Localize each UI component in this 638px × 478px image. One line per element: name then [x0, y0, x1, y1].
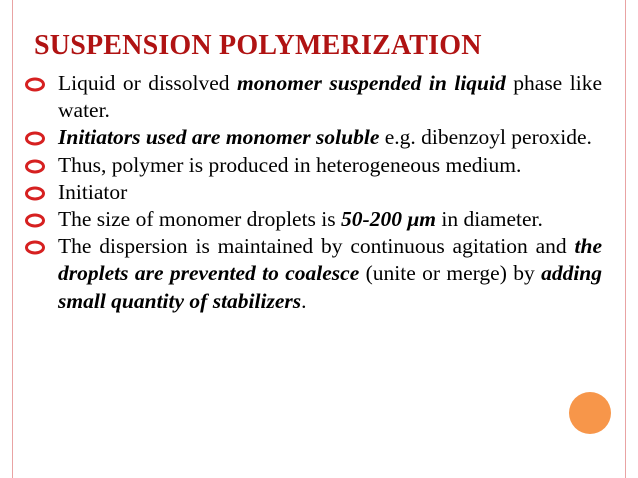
bullet-text: (unite or merge) by [359, 261, 542, 286]
bullet-text: Liquid or dissolved [58, 71, 238, 95]
bullet-item [24, 152, 602, 179]
bullet-item [24, 206, 602, 233]
bullet-text: . [301, 288, 307, 313]
left-frame-line [12, 0, 13, 478]
bullet-item [24, 70, 602, 124]
hollow-circle-bullet-icon [24, 77, 46, 92]
hollow-circle-bullet-icon [24, 131, 46, 146]
bullet-text: The dispersion is maintained by continuous agitation and [58, 234, 575, 259]
bullet-item [24, 179, 602, 206]
bullet-item [24, 233, 602, 315]
emphasized-text: the droplets are prevented to coalesce [58, 234, 602, 286]
bullet-item [24, 124, 602, 151]
bullet-text: phase like water. [58, 71, 602, 123]
bullet-text: Initiator [58, 179, 128, 204]
emphasized-text: adding small quantity of stabilizers [58, 261, 602, 313]
right-frame-line [625, 0, 626, 478]
bullet-text: e.g. dibenzoyl peroxide. [379, 125, 592, 150]
slide-title: SUSPENSION POLYMERIZATION [34, 30, 482, 61]
bullet-text: The size of monomer droplets is [58, 207, 342, 232]
hollow-circle-bullet-icon [24, 240, 46, 255]
emphasized-text: monomer suspended in liquid [237, 71, 506, 95]
orange-circle-decoration [569, 392, 611, 434]
hollow-circle-bullet-icon [24, 159, 46, 174]
emphasized-text: 50-200 μm [341, 207, 436, 232]
bullet-list [24, 70, 602, 315]
bullet-text: in diameter. [436, 207, 543, 232]
hollow-circle-bullet-icon [24, 186, 46, 201]
hollow-circle-bullet-icon [24, 213, 46, 228]
emphasized-text: Initiators used are monomer soluble [58, 125, 380, 150]
bullet-text: Thus, polymer is produced in heterogeneous medium. [58, 152, 522, 177]
